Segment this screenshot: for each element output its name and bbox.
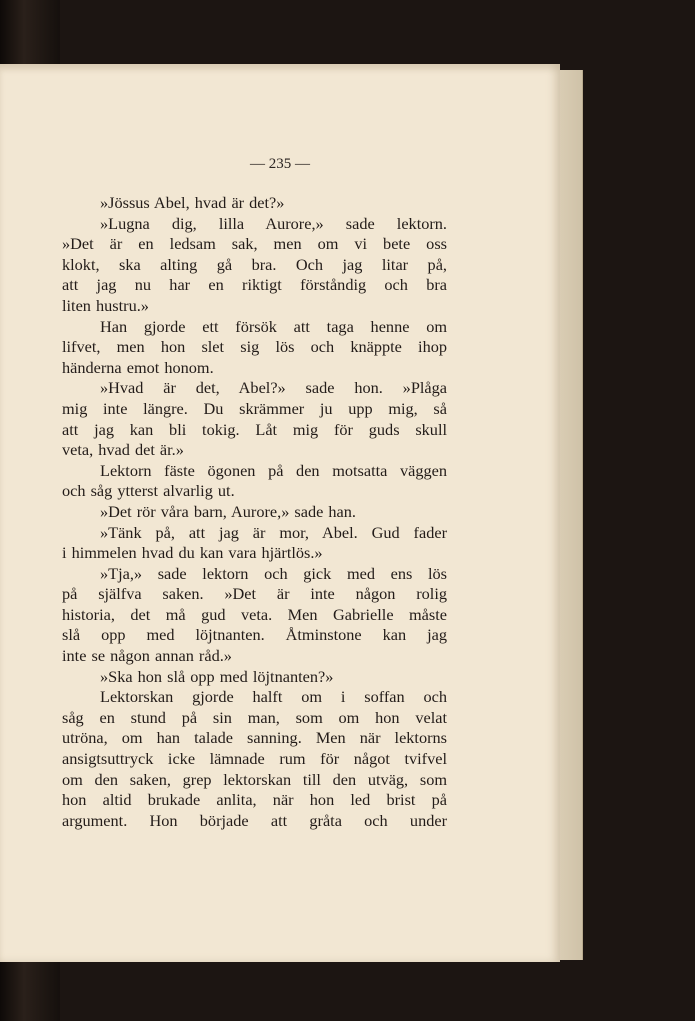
text-line: Han gjorde ett försök att taga henne om [100,316,447,336]
text-line: »Tja,» sade lektorn och gick med ens lös [100,563,447,583]
page-number: — 235 — [250,156,310,172]
text-line: händerna emot honom. [62,357,214,377]
text-line: Lektorskan gjorde halft om i soffan och [100,687,447,707]
text-line: i himmelen hvad du kan vara hjärtlös.» [62,543,323,563]
text-line: Lektorn fäste ögonen på den motsatta väggen [100,460,447,480]
text-line: på själfva saken. »Det är inte någon rolig [62,584,447,604]
text-line: såg en stund på sin man, som om hon velat [62,707,447,727]
text-line: historia, det må gud veta. Men Gabrielle måste [62,604,447,624]
text-line: »Lugna dig, lilla Aurore,» sade lektorn. [100,213,447,233]
text-line: liten hustru.» [62,295,149,315]
text-line: mig inte längre. Du skrämmer ju upp mig, så [62,398,447,418]
text-line: »Tänk på, att jag är mor, Abel. Gud fader [100,522,447,542]
text-line: hon altid brukade anlita, när hon led brist på [62,790,447,810]
text-line: »Det rör våra barn, Aurore,» sade han. [100,501,356,521]
text-line: och såg ytterst alvarlig ut. [62,481,235,501]
text-line: ansigtsuttryck icke lämnade rum för något tvifvel [62,749,447,769]
text-line: att jag nu har en riktigt förståndig och bra [62,275,447,295]
text-line: »Jössus Abel, hvad är det?» [100,193,285,212]
text-line: utröna, om han talade sanning. Men när lektorns [62,728,447,748]
text-line: argument. Hon började att gråta och under [62,810,447,830]
text-line: veta, hvad det är.» [62,440,184,460]
text-line: att jag kan bli tokig. Låt mig för guds skull [62,419,447,439]
text-line: inte se någon annan råd.» [62,646,232,666]
text-line: om den saken, grep lektorskan till den utväg, som [62,769,447,789]
text-line: lifvet, men hon slet sig lös och knäppte ihop [62,337,447,357]
text-line: klokt, ska alting gå bra. Och jag litar på, [62,254,447,274]
text-line: slå opp med löjtnanten. Åtminstone kan jag [62,625,447,645]
body-text [62,193,447,831]
text-line: »Ska hon slå opp med löjtnanten?» [100,666,334,686]
text-line: »Det är en ledsam sak, men om vi bete oss [62,234,447,254]
text-line: »Hvad är det, Abel?» sade hon. »Plåga [100,378,447,398]
